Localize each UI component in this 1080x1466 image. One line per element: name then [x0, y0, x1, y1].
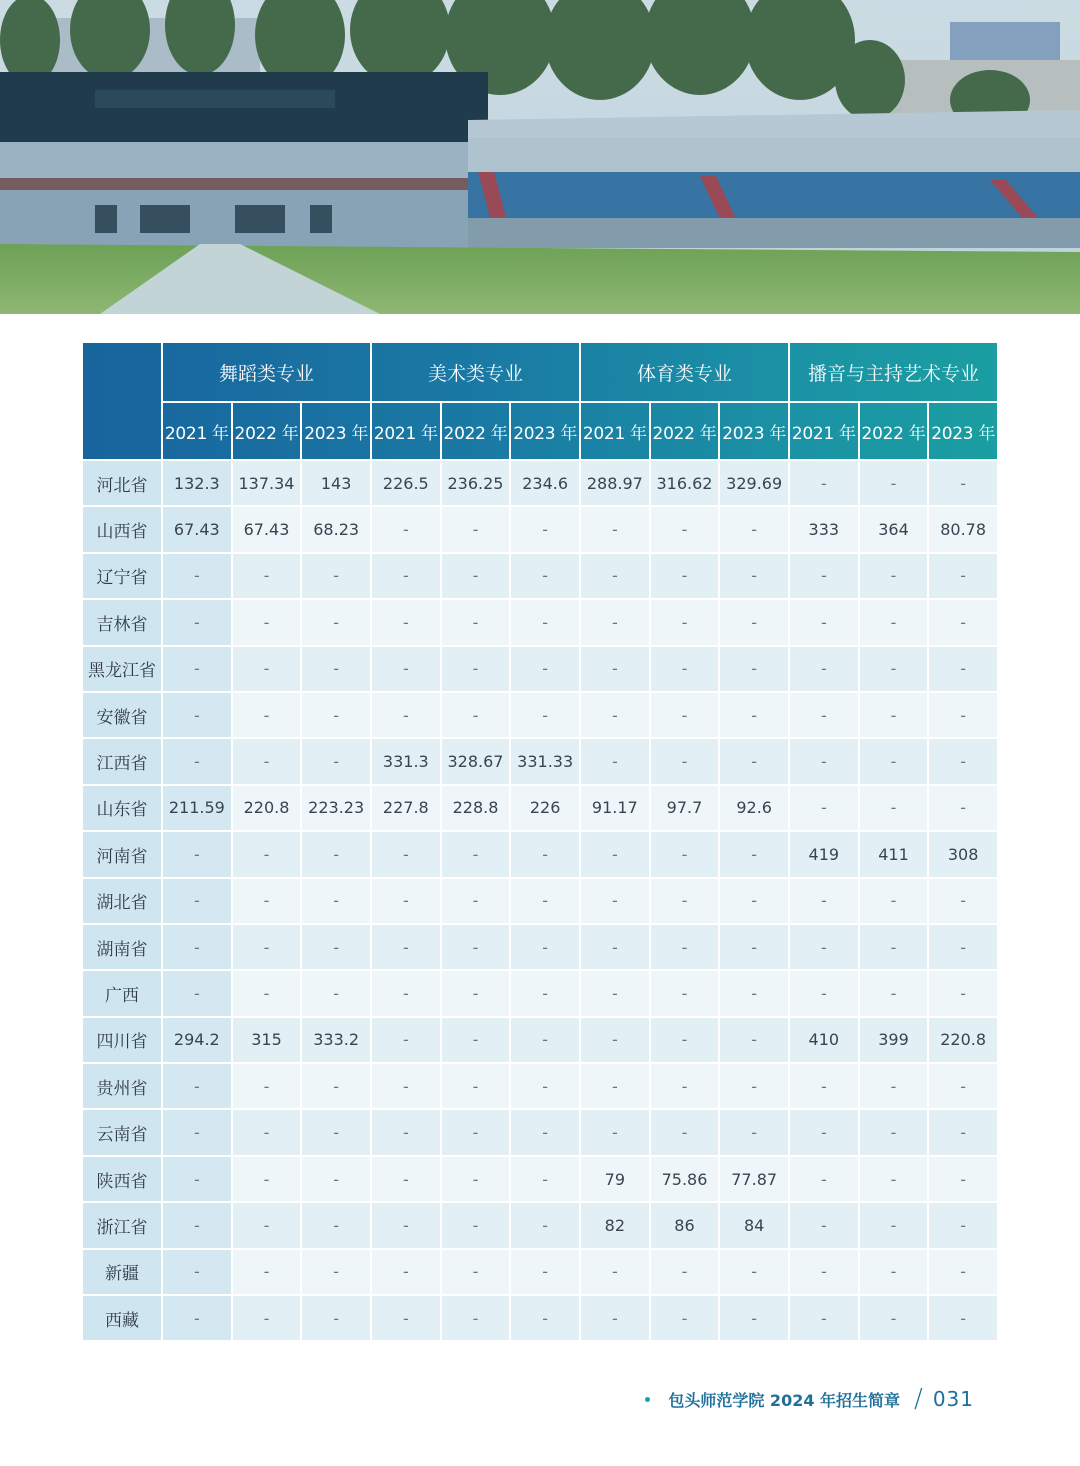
score-cell: 328.67	[441, 738, 511, 784]
score-cell: -	[510, 831, 580, 877]
score-cell: -	[510, 924, 580, 970]
score-cell: -	[859, 738, 929, 784]
score-cell: -	[580, 1017, 650, 1063]
score-cell: -	[789, 692, 859, 738]
province-cell: 吉林省	[82, 599, 162, 645]
score-cell: -	[371, 1249, 441, 1295]
score-cell: -	[789, 924, 859, 970]
score-cell: -	[371, 553, 441, 599]
table-row	[82, 1202, 998, 1248]
score-cell: -	[510, 1063, 580, 1109]
score-cell: -	[719, 599, 789, 645]
province-cell: 江西省	[82, 738, 162, 784]
score-cell: -	[441, 692, 511, 738]
score-cell: -	[371, 506, 441, 552]
table-row	[82, 1109, 998, 1155]
score-cell: -	[719, 970, 789, 1016]
score-cell: -	[371, 1295, 441, 1341]
score-cell: -	[162, 1156, 232, 1202]
score-cell: -	[580, 924, 650, 970]
score-cell: -	[232, 692, 302, 738]
score-cell: -	[162, 878, 232, 924]
score-cell: -	[928, 878, 998, 924]
score-cell: -	[371, 646, 441, 692]
year-header: 2021 年	[789, 402, 859, 460]
score-cell: -	[859, 692, 929, 738]
table-row	[82, 553, 998, 599]
score-cell: -	[371, 692, 441, 738]
score-cell: -	[719, 1295, 789, 1341]
score-cell: -	[928, 738, 998, 784]
score-cell: -	[371, 1017, 441, 1063]
score-cell: -	[301, 692, 371, 738]
score-cell: -	[371, 1156, 441, 1202]
score-cell: 234.6	[510, 460, 580, 506]
table-row	[82, 646, 998, 692]
score-cell: -	[162, 599, 232, 645]
score-cell: 75.86	[650, 1156, 720, 1202]
score-cell: -	[232, 599, 302, 645]
score-cell: -	[859, 1109, 929, 1155]
corner-cell	[82, 342, 162, 460]
score-cell: -	[928, 646, 998, 692]
score-cell: 91.17	[580, 785, 650, 831]
score-cell: -	[510, 692, 580, 738]
score-cell: 80.78	[928, 506, 998, 552]
score-cell: 92.6	[719, 785, 789, 831]
score-cell: -	[719, 1063, 789, 1109]
score-cell: -	[719, 1249, 789, 1295]
score-cell: 316.62	[650, 460, 720, 506]
score-cell: -	[650, 646, 720, 692]
score-cell: -	[928, 599, 998, 645]
score-cell: -	[650, 831, 720, 877]
table-row	[82, 924, 998, 970]
score-cell: -	[580, 553, 650, 599]
score-cell: -	[441, 1202, 511, 1248]
score-cell: 97.7	[650, 785, 720, 831]
score-cell: -	[371, 924, 441, 970]
score-cell: -	[441, 1295, 511, 1341]
score-cell: -	[789, 970, 859, 1016]
score-cell: -	[859, 1063, 929, 1109]
page-number: 031	[932, 1387, 974, 1411]
score-cell: 226	[510, 785, 580, 831]
score-cell: -	[859, 646, 929, 692]
table-row	[82, 738, 998, 784]
score-cell: -	[441, 1063, 511, 1109]
year-header: 2023 年	[928, 402, 998, 460]
score-cell: -	[928, 1295, 998, 1341]
score-cell: -	[371, 831, 441, 877]
score-cell: -	[371, 878, 441, 924]
header-row-years	[82, 402, 998, 460]
score-cell: -	[928, 1156, 998, 1202]
score-cell: 143	[301, 460, 371, 506]
table-row	[82, 878, 998, 924]
page-footer	[645, 1384, 974, 1414]
score-cell: -	[789, 878, 859, 924]
province-cell: 陕西省	[82, 1156, 162, 1202]
province-cell: 安徽省	[82, 692, 162, 738]
score-cell: -	[580, 692, 650, 738]
score-cell: -	[650, 1249, 720, 1295]
province-cell: 河北省	[82, 460, 162, 506]
score-cell: 331.33	[510, 738, 580, 784]
score-cell: -	[650, 878, 720, 924]
score-cell: 364	[859, 506, 929, 552]
score-cell: -	[650, 599, 720, 645]
score-cell: 294.2	[162, 1017, 232, 1063]
score-cell: 77.87	[719, 1156, 789, 1202]
score-cell: -	[510, 646, 580, 692]
score-cell: 329.69	[719, 460, 789, 506]
year-header: 2022 年	[650, 402, 720, 460]
score-cell: -	[510, 878, 580, 924]
score-cell: -	[859, 785, 929, 831]
province-cell: 四川省	[82, 1017, 162, 1063]
table-row	[82, 599, 998, 645]
score-cell: -	[650, 1017, 720, 1063]
score-cell: -	[719, 553, 789, 599]
header-photo	[0, 0, 1080, 314]
score-cell: -	[719, 924, 789, 970]
score-cell: -	[580, 970, 650, 1016]
score-cell: -	[441, 1109, 511, 1155]
table-row	[82, 692, 998, 738]
score-cell: -	[441, 646, 511, 692]
province-cell: 西藏	[82, 1295, 162, 1341]
score-cell: -	[232, 970, 302, 1016]
score-cell: -	[232, 1295, 302, 1341]
score-cell: -	[232, 878, 302, 924]
province-cell: 广西	[82, 970, 162, 1016]
score-cell: -	[928, 460, 998, 506]
table-row	[82, 1017, 998, 1063]
score-cell: -	[719, 646, 789, 692]
score-cell: -	[859, 1202, 929, 1248]
bullet-dot-icon	[645, 1397, 650, 1402]
score-cell: -	[232, 553, 302, 599]
score-cell: -	[719, 1017, 789, 1063]
score-cell: -	[789, 553, 859, 599]
score-cell: -	[789, 1295, 859, 1341]
group-header-art: 美术类专业	[371, 342, 580, 402]
slash-divider-icon: /	[914, 1384, 923, 1414]
score-cell: -	[441, 506, 511, 552]
score-cell: 137.34	[232, 460, 302, 506]
year-header: 2023 年	[510, 402, 580, 460]
score-cell: -	[650, 1063, 720, 1109]
score-cell: -	[580, 1063, 650, 1109]
score-cell: -	[580, 831, 650, 877]
score-cell: 411	[859, 831, 929, 877]
score-cell: -	[162, 1295, 232, 1341]
score-cell: -	[301, 1063, 371, 1109]
score-cell: -	[301, 1202, 371, 1248]
province-cell: 辽宁省	[82, 553, 162, 599]
score-cell: -	[162, 1063, 232, 1109]
table-row	[82, 506, 998, 552]
score-cell: -	[301, 1295, 371, 1341]
score-cell: 220.8	[928, 1017, 998, 1063]
score-cell: -	[301, 970, 371, 1016]
province-cell: 贵州省	[82, 1063, 162, 1109]
score-cell: 67.43	[162, 506, 232, 552]
score-cell: -	[162, 970, 232, 1016]
score-cell: -	[580, 599, 650, 645]
score-cell: 331.3	[371, 738, 441, 784]
score-cell: -	[232, 1156, 302, 1202]
score-cell: -	[301, 1156, 371, 1202]
score-cell: -	[510, 553, 580, 599]
score-cell: -	[719, 738, 789, 784]
table-row	[82, 1295, 998, 1341]
score-cell: -	[162, 646, 232, 692]
score-cell: 211.59	[162, 785, 232, 831]
score-cell: -	[510, 506, 580, 552]
score-cell: -	[232, 1063, 302, 1109]
score-cell: -	[719, 831, 789, 877]
score-cell: -	[232, 738, 302, 784]
score-cell: -	[162, 1109, 232, 1155]
score-cell: -	[789, 785, 859, 831]
score-cell: -	[510, 970, 580, 1016]
score-cell: -	[162, 553, 232, 599]
score-cell: -	[650, 1109, 720, 1155]
score-cell: -	[928, 692, 998, 738]
score-cell: 67.43	[232, 506, 302, 552]
table-row	[82, 1063, 998, 1109]
score-cell: -	[162, 831, 232, 877]
province-cell: 云南省	[82, 1109, 162, 1155]
score-cell: -	[859, 553, 929, 599]
score-cell: -	[441, 599, 511, 645]
score-table-container	[81, 341, 997, 1342]
province-cell: 湖南省	[82, 924, 162, 970]
score-cell: -	[859, 924, 929, 970]
score-cell: 228.8	[441, 785, 511, 831]
score-cell: 84	[719, 1202, 789, 1248]
score-cell: -	[301, 646, 371, 692]
province-cell: 黑龙江省	[82, 646, 162, 692]
score-cell: -	[650, 553, 720, 599]
score-cell: -	[650, 970, 720, 1016]
score-cell: -	[928, 1202, 998, 1248]
score-cell: -	[719, 1109, 789, 1155]
score-cell: -	[301, 738, 371, 784]
score-cell: -	[441, 1156, 511, 1202]
score-cell: -	[510, 1156, 580, 1202]
stadium-illustration	[0, 0, 1080, 314]
score-cell: -	[580, 1295, 650, 1341]
table-row	[82, 1156, 998, 1202]
score-cell: -	[859, 599, 929, 645]
table-row	[82, 1249, 998, 1295]
year-header: 2022 年	[441, 402, 511, 460]
score-cell: -	[441, 831, 511, 877]
score-cell: -	[789, 1156, 859, 1202]
score-table	[81, 341, 999, 1342]
score-cell: -	[371, 1063, 441, 1109]
brochure-title: 包头师范学院 2024 年招生简章	[668, 1390, 901, 1410]
score-cell: -	[301, 924, 371, 970]
score-cell: -	[580, 738, 650, 784]
score-cell: -	[650, 738, 720, 784]
score-cell: -	[719, 692, 789, 738]
score-cell: 227.8	[371, 785, 441, 831]
score-cell: 333	[789, 506, 859, 552]
province-cell: 湖北省	[82, 878, 162, 924]
score-cell: -	[232, 1202, 302, 1248]
score-cell: -	[859, 878, 929, 924]
score-cell: -	[371, 599, 441, 645]
score-cell: -	[789, 599, 859, 645]
score-cell: -	[301, 1249, 371, 1295]
score-cell: -	[371, 1202, 441, 1248]
score-cell: -	[580, 878, 650, 924]
score-cell: -	[859, 1249, 929, 1295]
score-cell: -	[162, 924, 232, 970]
score-cell: 288.97	[580, 460, 650, 506]
year-header: 2023 年	[301, 402, 371, 460]
score-cell: -	[441, 970, 511, 1016]
year-header: 2023 年	[719, 402, 789, 460]
score-cell: -	[371, 970, 441, 1016]
score-cell: 226.5	[371, 460, 441, 506]
score-cell: -	[789, 738, 859, 784]
score-cell: -	[650, 692, 720, 738]
score-cell: -	[510, 1109, 580, 1155]
header-row-groups	[82, 342, 998, 402]
score-cell: 419	[789, 831, 859, 877]
province-cell: 山东省	[82, 785, 162, 831]
score-cell: 132.3	[162, 460, 232, 506]
year-header: 2022 年	[859, 402, 929, 460]
score-cell: -	[371, 1109, 441, 1155]
score-cell: -	[301, 878, 371, 924]
score-cell: -	[859, 460, 929, 506]
score-cell: -	[162, 692, 232, 738]
score-cell: -	[441, 553, 511, 599]
score-cell: 399	[859, 1017, 929, 1063]
score-cell: -	[510, 1202, 580, 1248]
table-body	[82, 460, 998, 1341]
score-cell: -	[928, 1063, 998, 1109]
score-cell: -	[301, 831, 371, 877]
score-cell: 82	[580, 1202, 650, 1248]
score-cell: 68.23	[301, 506, 371, 552]
score-cell: -	[928, 553, 998, 599]
province-cell: 河南省	[82, 831, 162, 877]
score-cell: -	[928, 1109, 998, 1155]
score-cell: -	[928, 970, 998, 1016]
score-cell: -	[719, 878, 789, 924]
year-header: 2022 年	[232, 402, 302, 460]
province-cell: 山西省	[82, 506, 162, 552]
score-cell: -	[162, 1202, 232, 1248]
score-cell: -	[928, 924, 998, 970]
score-cell: -	[301, 553, 371, 599]
score-cell: -	[162, 738, 232, 784]
score-cell: -	[859, 1295, 929, 1341]
score-cell: 220.8	[232, 785, 302, 831]
table-row	[82, 970, 998, 1016]
score-cell: -	[789, 1063, 859, 1109]
score-cell: 236.25	[441, 460, 511, 506]
score-cell: 315	[232, 1017, 302, 1063]
score-cell: -	[580, 506, 650, 552]
score-cell: -	[441, 924, 511, 970]
score-cell: -	[789, 460, 859, 506]
score-cell: -	[928, 1249, 998, 1295]
score-cell: -	[789, 1202, 859, 1248]
year-header: 2021 年	[580, 402, 650, 460]
score-cell: -	[650, 1295, 720, 1341]
score-cell: -	[232, 1109, 302, 1155]
score-cell: 223.23	[301, 785, 371, 831]
score-cell: -	[650, 924, 720, 970]
score-cell: 410	[789, 1017, 859, 1063]
score-cell: -	[441, 1249, 511, 1295]
score-cell: -	[162, 1249, 232, 1295]
score-cell: 333.2	[301, 1017, 371, 1063]
score-cell: -	[789, 1249, 859, 1295]
score-cell: -	[510, 599, 580, 645]
year-header: 2021 年	[162, 402, 232, 460]
score-cell: -	[789, 1109, 859, 1155]
score-cell: -	[301, 599, 371, 645]
table-row	[82, 785, 998, 831]
score-cell: 86	[650, 1202, 720, 1248]
province-cell: 新疆	[82, 1249, 162, 1295]
score-cell: -	[232, 646, 302, 692]
year-header: 2021 年	[371, 402, 441, 460]
score-cell: -	[510, 1249, 580, 1295]
score-cell: -	[232, 924, 302, 970]
score-cell: -	[441, 1017, 511, 1063]
score-cell: -	[510, 1295, 580, 1341]
province-cell: 浙江省	[82, 1202, 162, 1248]
score-cell: -	[789, 646, 859, 692]
score-cell: -	[232, 831, 302, 877]
score-cell: -	[928, 785, 998, 831]
score-cell: -	[441, 878, 511, 924]
table-row	[82, 831, 998, 877]
group-header-broadcasting: 播音与主持艺术专业	[789, 342, 998, 402]
score-cell: 308	[928, 831, 998, 877]
score-cell: -	[301, 1109, 371, 1155]
score-cell: -	[859, 970, 929, 1016]
score-cell: -	[580, 1109, 650, 1155]
table-row	[82, 460, 998, 506]
score-cell: -	[650, 506, 720, 552]
score-cell: -	[580, 646, 650, 692]
score-cell: -	[859, 1156, 929, 1202]
group-header-dance: 舞蹈类专业	[162, 342, 371, 402]
group-header-sports: 体育类专业	[580, 342, 789, 402]
score-cell: -	[232, 1249, 302, 1295]
score-cell: -	[580, 1249, 650, 1295]
score-cell: -	[510, 1017, 580, 1063]
score-cell: -	[719, 506, 789, 552]
score-cell: 79	[580, 1156, 650, 1202]
